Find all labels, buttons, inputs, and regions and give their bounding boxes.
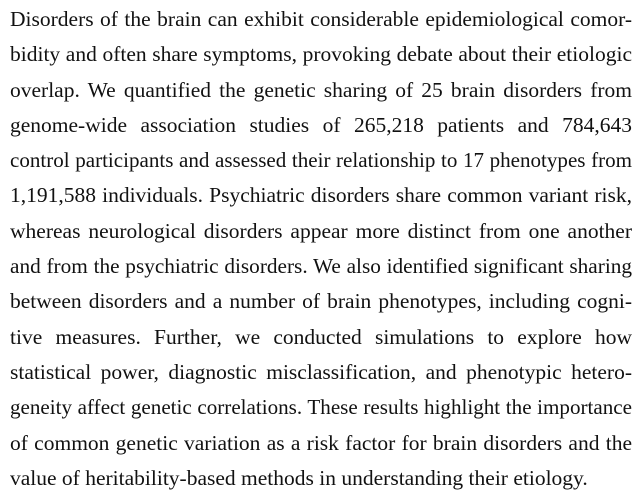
abstract-line: and from the psychiatric disorders. We also identified significant sharing [10, 254, 632, 279]
abstract-line: control participants and assessed their relationship to 17 phenotypes from [10, 148, 632, 173]
abstract-line: genome-wide association studies of 265,218 patients and 784,643 [10, 112, 632, 137]
abstract-line: value of heritability-based methods in understanding their etiology. [10, 465, 588, 490]
abstract-paragraph [10, 2, 632, 496]
abstract-line: 1,191,588 individuals. Psychiatric disorders share common variant risk, [10, 183, 632, 208]
abstract-line: overlap. We quantified the genetic sharing of 25 brain disorders from [10, 77, 632, 102]
abstract-line: whereas neurological disorders appear more distinct from one another [10, 218, 632, 243]
abstract-line: Disorders of the brain can exhibit considerable epidemiological comor- [10, 7, 632, 31]
abstract-line: statistical power, diagnostic misclassification, and phenotypic hetero- [10, 359, 632, 384]
abstract-line: of common genetic variation as a risk factor for brain disorders and the [10, 430, 632, 455]
abstract-line: tive measures. Further, we conducted simulations to explore how [10, 324, 632, 349]
abstract-line: between disorders and a number of brain phenotypes, including cogni- [10, 289, 632, 314]
abstract-line: geneity affect genetic correlations. These results highlight the importance [10, 395, 632, 420]
abstract-line: bidity and often share symptoms, provoking debate about their etiologic [10, 42, 632, 67]
